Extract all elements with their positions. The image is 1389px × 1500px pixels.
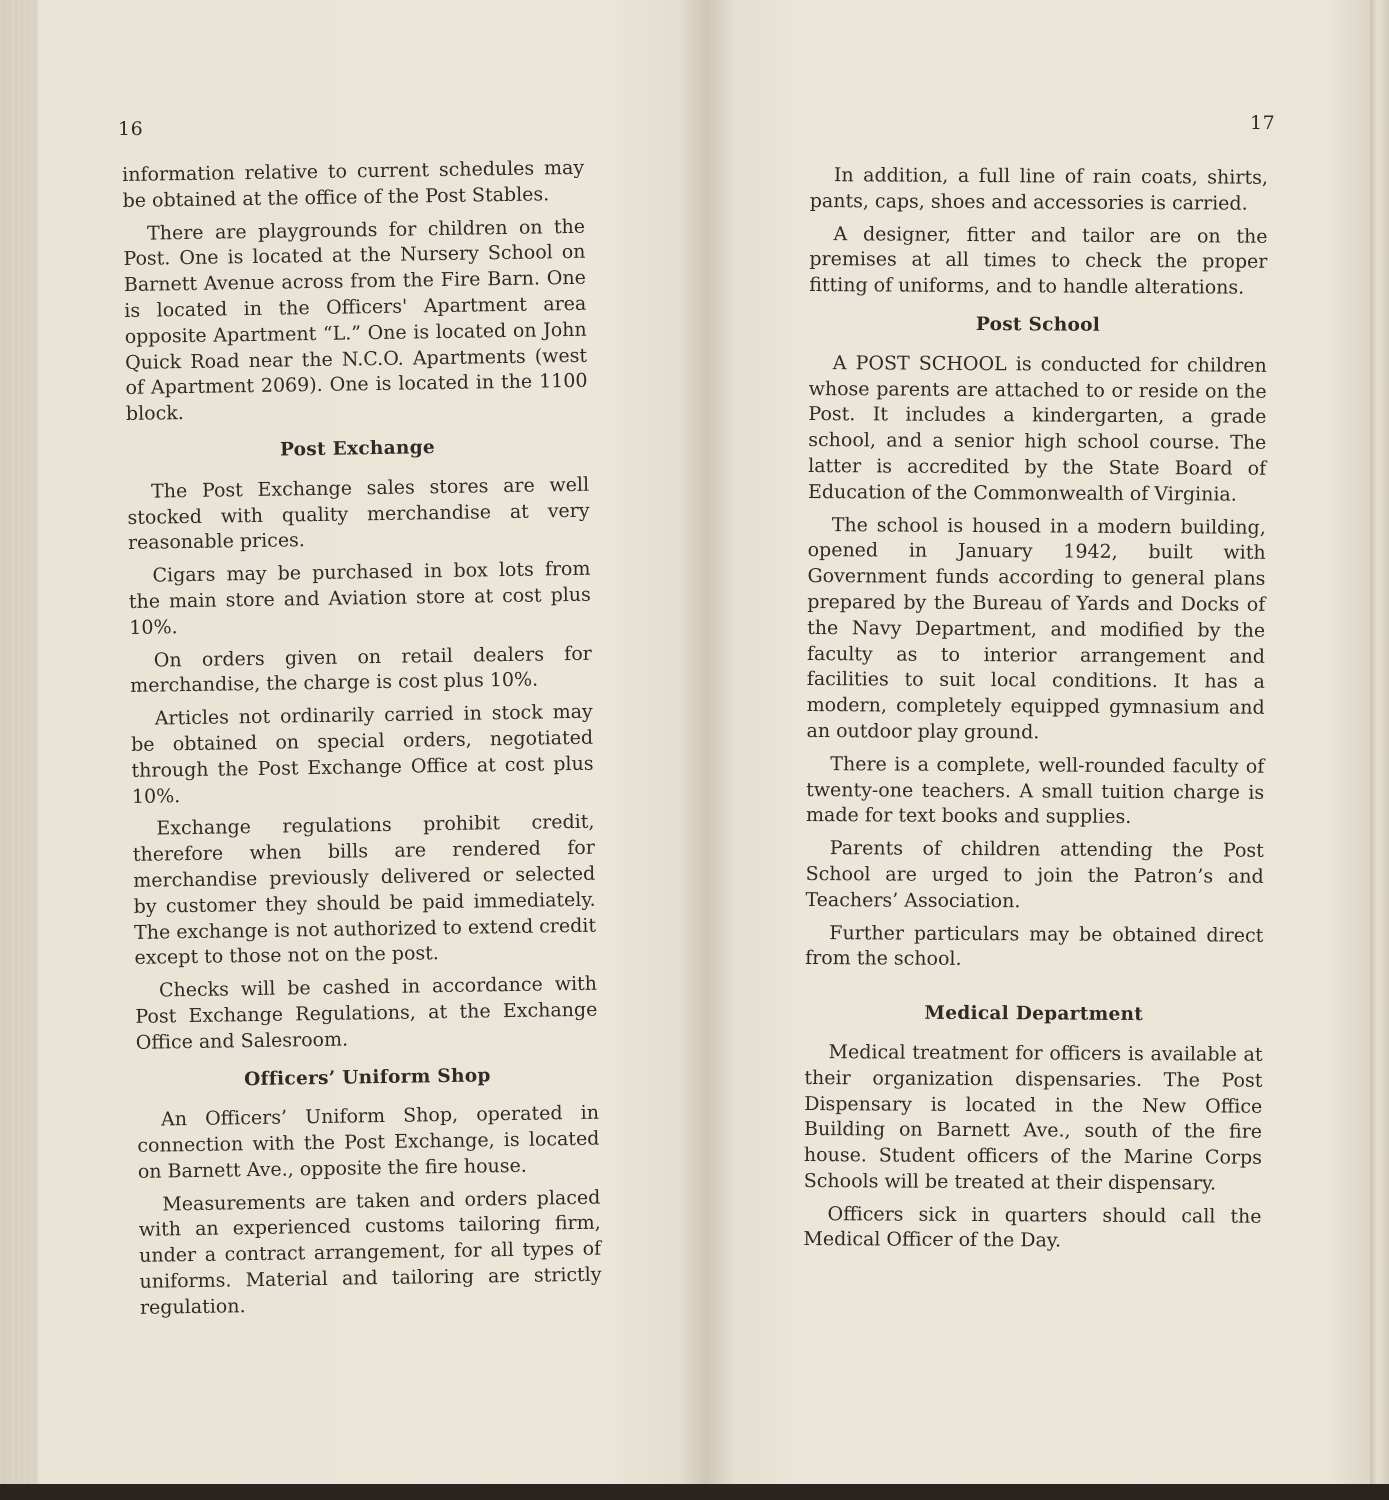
paragraph: Cigars may be purchased in box lots from the main store and Aviation store at cost plus 10%. [128,557,592,639]
paragraph: On orders given on retail dealers for merchandise, the charge is cost plus 10%. [130,642,592,698]
paragraph: There is a complete, well-rounded faculty of twenty-one teachers. A small tuition charge is made for text books and supplies. [805,752,1265,829]
page-stack-edge [0,0,38,1500]
page-edge-strip [1370,0,1389,1500]
paragraph: The Post Exchange sales stores are well stocked with quality merchandise at very reasonable prices. [127,473,590,555]
paragraph: A designer, fitter and tailor are on the premises at all times to check the proper fitting of uniforms, and to handle alterations. [809,222,1268,299]
page-number-left: 16 [118,118,144,140]
paragraph: Officers sick in quarters should call the Medical Officer of the Day. [803,1202,1262,1253]
paragraph: The school is housed in a modern building, opened in January 1942, built with Government funds according to general plans prepared by the Bureau of Yards and Docks of the Navy Department, and modified by the faculty as to interior arrangement and facilities to suit local conditions. It has a modern, completely equipped gymnasium and an outdoor play ground. [806,513,1266,744]
paragraph: Articles not ordinarily carried in stock may be obtained on special orders, negotiated through the Post Exchange Office at cost plus 10%. [130,700,594,808]
section-heading-medical: Medical Department [924,1002,1144,1026]
section-heading-uniform-shop: Officers’ Uniform Shop [243,1064,491,1090]
paragraph: Parents of children attending the Post School are urged to join the Patron’s and Teachers’ Association. [805,837,1264,913]
paragraph: Measurements are taken and orders placed with an experienced customs tailoring firm, under a contract arrangement, for all types of uniforms. Material and tailoring are strictly regulation. [138,1186,602,1319]
paragraph: Further particulars may be obtained direct from the school. [805,921,1264,971]
section-heading-post-exchange: Post Exchange [279,437,436,461]
paragraph: Medical treatment for officers is available at their organization dispensaries. The Post Dispensary is located in the New Office Building on Barnett Ave., south of the fire house. Student officers of the Marine Corps Schools will be treated at their dispensary. [803,1041,1263,1195]
paragraph: A POST SCHOOL is conducted for children whose parents are attached to or reside on the Post. It includes a kindergarten, a grade school, and a senior high school course. The latter is accredited by the State Board of Education of the Commonwealth of Virginia. [807,351,1267,506]
paragraph: Exchange regulations prohibit credit, therefore when bills are rendered for merchandise previously delivered or selected by customer they should be paid immediately. The exchange is not authorized to extend credit except to those not on the post. [132,810,597,970]
paragraph: An Officers’ Uniform Shop, operated in connection with the Post Exchange, is located on Barnett Ave., opposite the fire house. [137,1101,600,1183]
section-heading-post-school: Post School [975,314,1101,336]
paragraph: Checks will be cashed in accordance with Post Exchange Regulations, at the Exchange Office and Salesroom. [135,972,598,1054]
paragraph: In addition, a full line of rain coats, shirts, pants, caps, shoes and accessories is carried. [809,164,1268,215]
paragraph: There are playgrounds for children on the Post. One is located at the Nursery School on Barnett Avenue across from the Fire Barn. One is located in the Officers' Apartment area opposite Apartment “L.” One is located on John Quick Road near the N.C.O. Apartments (west of Apartment 2069). One is located in the 1100 block. [123,215,588,426]
page-number-right: 17 [1250,112,1276,134]
binding-shadow [0,1484,1389,1500]
left-text-column [122,156,602,1329]
right-text-column [803,163,1268,1263]
paragraph: information relative to current schedules may be obtained at the office of the Post Stables. [122,156,585,212]
